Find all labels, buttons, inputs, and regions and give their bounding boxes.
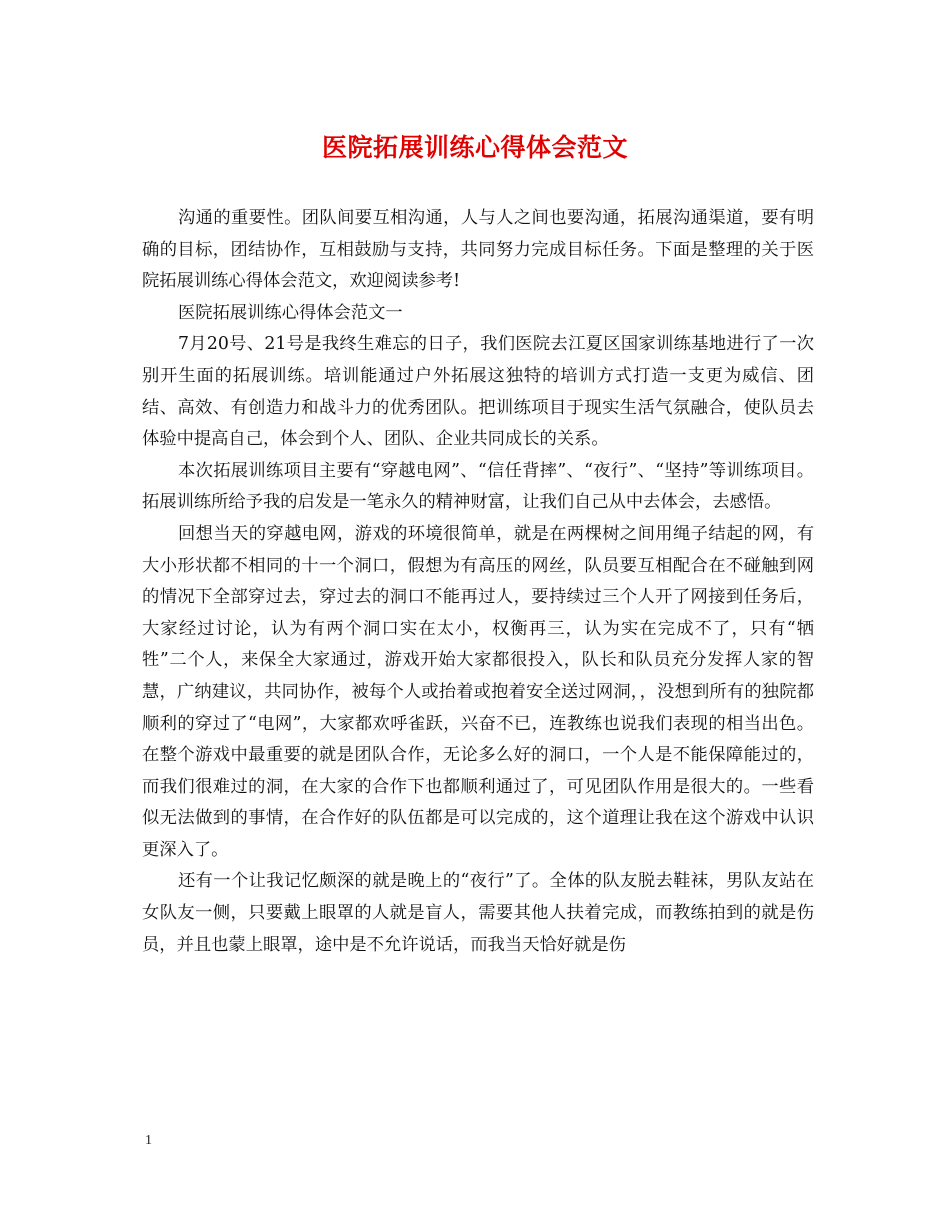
paragraph-electric-net: 回想当天的穿越电网，游戏的环境很简单，就是在两棵树之间用绳子结起的网，有大小形状都不相同的十一个洞口，假想为有高压的网丝，队员要互相配合在不碰触到网的情况下全部穿过去，穿过去的洞口不能再过人，要持续过三个人开了网接到任务后，大家经过讨论，认为有两个洞口实在太小，权衡再三，认为实在完成不了，只有“牺牲”二个人，来保全大家通过，游戏开始大家都很投入，队长和队员充分发挥人家的智慧，广纳建议，共同协作，被每个人或抬着或抱着安全送过网洞，，没想到所有的独院都顺利的穿过了“电网”，大家都欢呼雀跃，兴奋不已，连教练也说我们表现的相当出色。在整个游戏中最重要的就是团队合作，无论多么好的洞口，一个人是不能保障能过的，而我们很难过的洞，在大家的合作下也都顺利通过了，可见团队作用是很大的。一些看似无法做到的事情，在合作好的队伍都是可以完成的，这个道理让我在这个游戏中认识更深入了。 xyxy=(142,523,814,860)
page-number: 1 xyxy=(145,1133,152,1148)
page-title: 医院拓展训练心得体会范文 xyxy=(321,133,628,162)
paragraph-training-items: 本次拓展训练项目主要有“穿越电网”、“信任背摔”、“夜行”、“坚持”等训练项目。拓展训练所给予我的启发是一笔永久的精神财富，让我们自己从中去体会，去感悟。 xyxy=(142,460,814,513)
paragraph-training-date: 7月20号、21号是我终生难忘的日子，我们医院去江夏区国家训练基地进行了一次别开生面的拓展训练。培训能通过户外拓展这独特的培训方式打造一支更为威信、团结、高效、有创造力和战斗力的优秀团队。把训练项目于现实生活气氛融合，使队员去体验中提高自己，体会到个人、团队、企业共同成长的关系。 xyxy=(142,334,814,450)
document-body xyxy=(142,203,814,961)
intro-paragraph: 沟通的重要性。团队间要互相沟通，人与人之间也要沟通，拓展沟通渠道，要有明确的目标，团结协作，互相鼓励与支持，共同努力完成目标任务。下面是整理的关于医院拓展训练心得体会范文，欢迎阅读参考! xyxy=(142,208,814,292)
paragraph-night-walk: 还有一个让我记忆颇深的就是晚上的“夜行”了。全体的队友脱去鞋袜，男队友站在女队友一侧，只要戴上眼罩的人就是盲人，需要其他人扶着完成，而教练拍到的就是伤员，并且也蒙上眼罩，途中是不允许说话，而我当天恰好就是伤 xyxy=(142,871,814,955)
section-heading: 医院拓展训练心得体会范文一 xyxy=(178,302,403,323)
